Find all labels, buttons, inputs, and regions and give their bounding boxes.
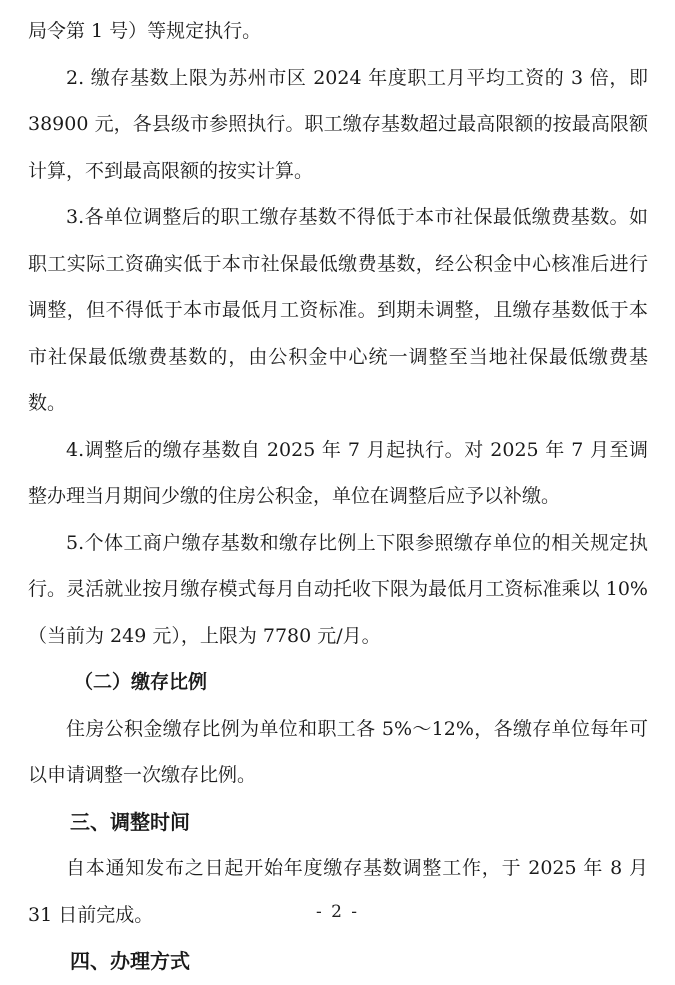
paragraph-item-4: 4.调整后的缴存基数自 2025 年 7 月起执行。对 2025 年 7 月至调整办理当月期间少缴的住房公积金，单位在调整后应予以补缴。 bbox=[28, 438, 648, 507]
section-heading-adjustment-time: 三、调整时间 bbox=[70, 809, 190, 834]
paragraph-continuation: 局令第 1 号）等规定执行。 bbox=[28, 20, 262, 42]
paragraph-item-3: 3.各单位调整后的职工缴存基数不得低于本市社保最低缴费基数。如职工实际工资确实低于本市社保最低缴费基数，经公积金中心核准后进行调整，但不得低于本市最低月工资标准。到期未调整，且缴存基数低于本市社保最低缴费基数的，由公积金中心统一调整至当地社保最低缴费基数。 bbox=[28, 206, 648, 414]
paragraph-item-2: 2. 缴存基数上限为苏州市区 2024 年度职工月平均工资的 3 倍，即 38900 元，各县级市参照执行。职工缴存基数超过最高限额的按最高限额计算，不到最高限额的按实计算。 bbox=[28, 66, 648, 182]
page-number: - 2 - bbox=[315, 902, 360, 922]
subheading-contribution-ratio: （二）缴存比例 bbox=[74, 671, 208, 693]
section-heading-processing-method: 四、办理方式 bbox=[70, 949, 190, 973]
document-body bbox=[28, 8, 648, 985]
paragraph-item-5: 5.个体工商户缴存基数和缴存比例上下限参照缴存单位的相关规定执行。灵活就业按月缴存模式每月自动托收下限为最低月工资标准乘以 10%（当前为 249 元），上限为 7780 元/月。 bbox=[28, 531, 648, 647]
paragraph-contribution-ratio: 住房公积金缴存比例为单位和职工各 5%～12%，各缴存单位每年可以申请调整一次缴存比例。 bbox=[28, 717, 648, 786]
paragraph-adjustment-time: 自本通知发布之日起开始年度缴存基数调整工作，于 2025 年 8 月 31 日前完成。 bbox=[28, 857, 648, 926]
